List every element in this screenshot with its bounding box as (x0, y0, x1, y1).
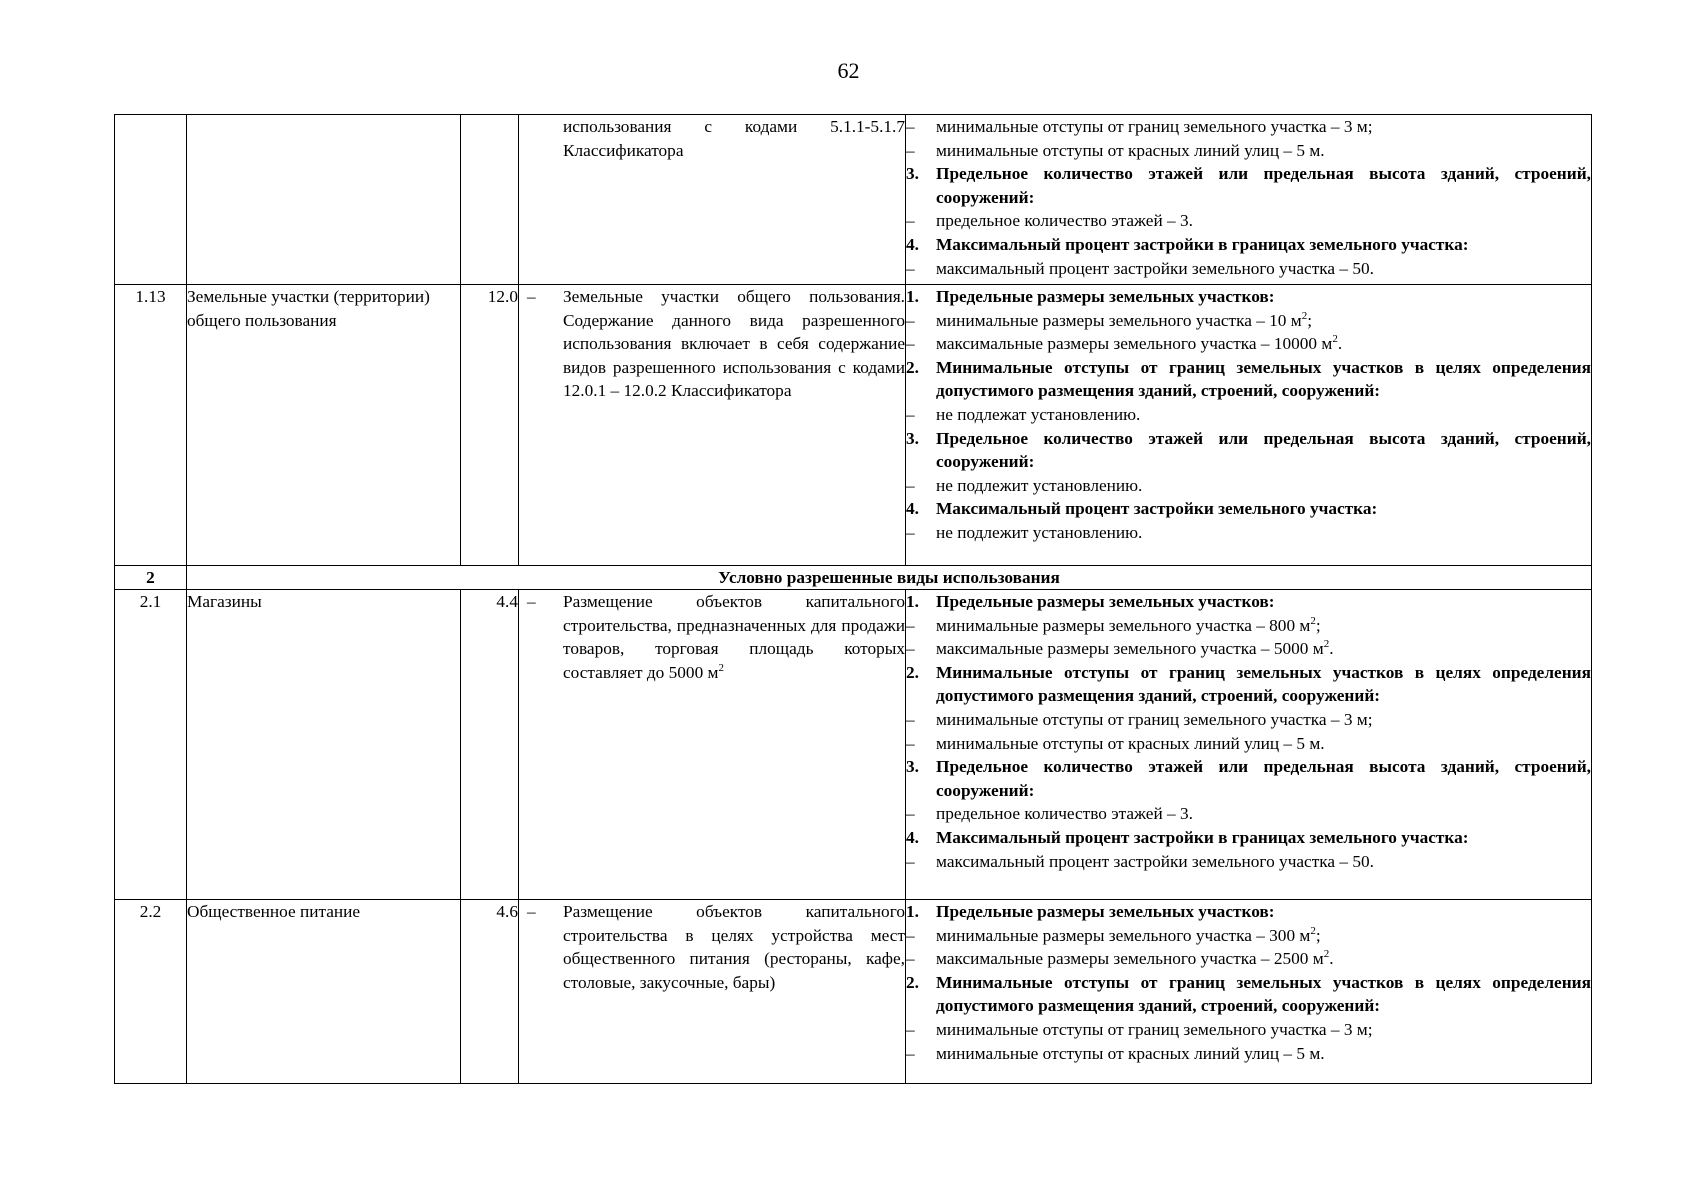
table-row (115, 285, 1592, 566)
parameter-item (906, 732, 1591, 756)
parameter-text: Предельные размеры земельных участков: (936, 902, 1275, 921)
parameter-text: Максимальный процент застройки в границах земельного участка: (936, 827, 1469, 847)
parameter-marker: – (906, 475, 915, 495)
row-number (115, 115, 187, 285)
parameters-cell (906, 590, 1592, 900)
parameters-cell (906, 285, 1592, 566)
parameter-text: не подлежит установлению. (936, 522, 1143, 542)
use-type-name: Магазины (187, 590, 461, 900)
parameter-item (906, 1042, 1591, 1066)
parameter-marker: 4. (906, 234, 919, 254)
parameter-text: Предельное количество этажей или предельная высота зданий, строений, сооружений: (936, 164, 1591, 207)
use-type-name: Земельные участки (территории) общего пользования (187, 285, 461, 566)
parameter-text: Минимальные отступы от границ земельных участков в целях определения допустимого размещения зданий, строений, сооружений: (936, 972, 1591, 1016)
parameter-heading (906, 162, 1591, 209)
table-row (115, 590, 1592, 900)
parameter-item (906, 850, 1591, 874)
parameter-text: Предельное количество этажей или предельная высота зданий, строений, сооружений: (936, 757, 1591, 800)
parameter-marker: – (906, 615, 915, 635)
parameter-heading (906, 356, 1591, 403)
parameter-marker: 3. (906, 428, 919, 448)
parameter-heading (906, 661, 1591, 708)
row-number: 2.2 (115, 900, 187, 1084)
use-description (519, 285, 906, 566)
parameter-marker: – (906, 851, 915, 871)
parameter-marker: 3. (906, 757, 919, 777)
use-type-name (187, 115, 461, 285)
parameter-text: не подлежит установлению. (936, 475, 1143, 495)
parameter-text: минимальные отступы от красных линий улиц – 5 м. (936, 1043, 1325, 1063)
parameter-marker: 4. (906, 827, 919, 847)
parameter-text: максимальный процент застройки земельного участка – 50. (936, 258, 1374, 278)
parameter-text: минимальные отступы от красных линий улиц – 5 м. (936, 140, 1325, 160)
description-dash: – (527, 902, 536, 921)
parameter-marker: – (906, 522, 915, 542)
use-description (519, 115, 906, 285)
parameter-marker: 2. (906, 662, 919, 682)
classifier-code: 12.0 (461, 285, 519, 566)
superscript: 2 (1301, 309, 1308, 322)
parameter-text: предельное количество этажей – 3. (936, 211, 1193, 231)
parameter-marker: – (906, 117, 915, 136)
parameter-text: Предельные размеры земельных участков: (936, 287, 1275, 306)
parameter-text: максимальные размеры земельного участка – 10000 $м^2$. (936, 333, 1343, 354)
parameter-marker: – (906, 1019, 915, 1039)
parameter-item (906, 332, 1591, 356)
table-row (115, 900, 1592, 1084)
parameter-heading (906, 755, 1591, 802)
parameter-text: не подлежат установлению. (936, 404, 1141, 424)
parameter-heading (906, 900, 1591, 924)
superscript: 2 (718, 662, 724, 675)
parameter-item (906, 637, 1591, 661)
superscript: 2 (1310, 924, 1316, 937)
parameter-text: минимальные отступы от красных линий улиц – 5 м. (936, 733, 1325, 753)
parameter-marker: 1. (906, 287, 919, 306)
parameter-item (906, 521, 1591, 545)
parameter-text: Предельные размеры земельных участков: (936, 592, 1275, 611)
parameter-item (906, 1018, 1591, 1042)
description-text: Земельные участки общего пользования. Содержание данного вида разрешенного использования включает в себя содержание видов разрешенного использования с кодами 12.0.1 – 12.0.2 Классификатора (563, 287, 905, 401)
zoning-table (114, 114, 1592, 1084)
parameter-heading (906, 285, 1591, 309)
row-number: 2.1 (115, 590, 187, 900)
parameter-item (906, 614, 1591, 638)
parameter-text: минимальные размеры земельного участка – 300 $м^2$; (936, 924, 1321, 945)
parameter-item (906, 924, 1591, 948)
parameter-marker: – (906, 804, 915, 824)
parameter-text: Минимальные отступы от границ земельных участков в целях определения допустимого размещения зданий, строений, сооружений: (936, 662, 1591, 706)
page-number: 62 (837, 58, 860, 83)
parameter-text: максимальные размеры земельного участка – 5000 $м^2$. (936, 638, 1334, 659)
parameter-marker: – (906, 1043, 915, 1063)
parameter-text: Максимальный процент застройки земельного участка: (936, 499, 1378, 519)
parameter-marker: 2. (906, 972, 919, 992)
parameter-marker: 1. (906, 592, 919, 611)
superscript: 2 (1332, 333, 1338, 346)
parameter-item (906, 257, 1591, 281)
parameter-item (906, 115, 1591, 139)
description-text: Размещение объектов капитального строительства, предназначенных для продажи товаров, торговая площадь которых составляет до 5000 $м^2$ (563, 592, 905, 682)
parameter-marker: – (906, 639, 915, 659)
parameter-marker: – (906, 925, 915, 945)
classifier-code: 4.4 (461, 590, 519, 900)
parameter-text: Максимальный процент застройки в границах земельного участка: (936, 234, 1469, 254)
parameter-marker: – (906, 140, 915, 160)
table-row (115, 115, 1592, 285)
parameter-heading (906, 971, 1591, 1018)
parameter-heading (906, 826, 1591, 850)
row-number: 1.13 (115, 285, 187, 566)
parameter-item (906, 139, 1591, 163)
parameter-text: Предельное количество этажей или предельная высота зданий, строений, сооружений: (936, 428, 1591, 472)
parameter-marker: – (906, 733, 915, 753)
parameter-heading (906, 427, 1591, 474)
section-title: Условно разрешенные виды использования (187, 566, 1592, 590)
description-dash: – (527, 592, 536, 611)
description-dash: – (527, 287, 536, 306)
parameter-item (906, 947, 1591, 971)
parameter-marker: 4. (906, 499, 919, 519)
parameters-cell (906, 115, 1592, 285)
superscript: 2 (1323, 948, 1330, 961)
parameter-item (906, 708, 1591, 732)
description-text: использования с кодами 5.1.1-5.1.7 Классификатора (563, 117, 905, 160)
parameter-item (906, 802, 1591, 826)
description-text: Размещение объектов капитального строительства в целях устройства мест общественного питания (рестораны, кафе, столовые, закусочные, бары) (563, 902, 905, 992)
parameter-marker: – (906, 709, 915, 729)
parameters-cell (906, 900, 1592, 1084)
classifier-code (461, 115, 519, 285)
section-number: 2 (115, 566, 187, 590)
parameter-heading (906, 497, 1591, 521)
parameter-heading (906, 590, 1591, 614)
superscript: 2 (1310, 614, 1316, 627)
parameter-text: минимальные отступы от границ земельного участка – 3 м; (936, 709, 1373, 729)
parameter-marker: – (906, 310, 915, 330)
parameter-heading (906, 233, 1591, 257)
parameter-marker: 1. (906, 902, 919, 921)
parameter-text: максимальный процент застройки земельного участка – 50. (936, 851, 1374, 871)
parameter-text: минимальные размеры земельного участка – 800 $м^2$; (936, 614, 1321, 635)
parameter-marker: 3. (906, 164, 919, 184)
parameter-item (906, 474, 1591, 498)
use-description (519, 590, 906, 900)
parameter-item (906, 403, 1591, 427)
use-type-name: Общественное питание (187, 900, 461, 1084)
parameter-text: максимальные размеры земельного участка – 2500 $м^2$. (936, 948, 1334, 969)
superscript: 2 (1323, 638, 1330, 651)
use-description (519, 900, 906, 1084)
parameter-text: минимальные размеры земельного участка – 10 $м^2$; (936, 309, 1313, 330)
parameter-text: минимальные отступы от границ земельного участка – 3 м; (936, 117, 1373, 136)
parameter-marker: – (906, 258, 915, 278)
parameter-marker: – (906, 211, 915, 231)
parameter-marker: – (906, 949, 915, 969)
parameter-marker: – (906, 404, 915, 424)
parameter-item (906, 209, 1591, 233)
parameter-marker: – (906, 334, 915, 354)
classifier-code: 4.6 (461, 900, 519, 1084)
parameter-marker: 2. (906, 357, 919, 377)
parameter-text: Минимальные отступы от границ земельных участков в целях определения допустимого размещения зданий, строений, сооружений: (936, 357, 1591, 401)
parameter-text: минимальные отступы от границ земельного участка – 3 м; (936, 1019, 1373, 1039)
parameter-text: предельное количество этажей – 3. (936, 804, 1193, 824)
section-header-row (115, 566, 1592, 590)
parameter-item (906, 309, 1591, 333)
